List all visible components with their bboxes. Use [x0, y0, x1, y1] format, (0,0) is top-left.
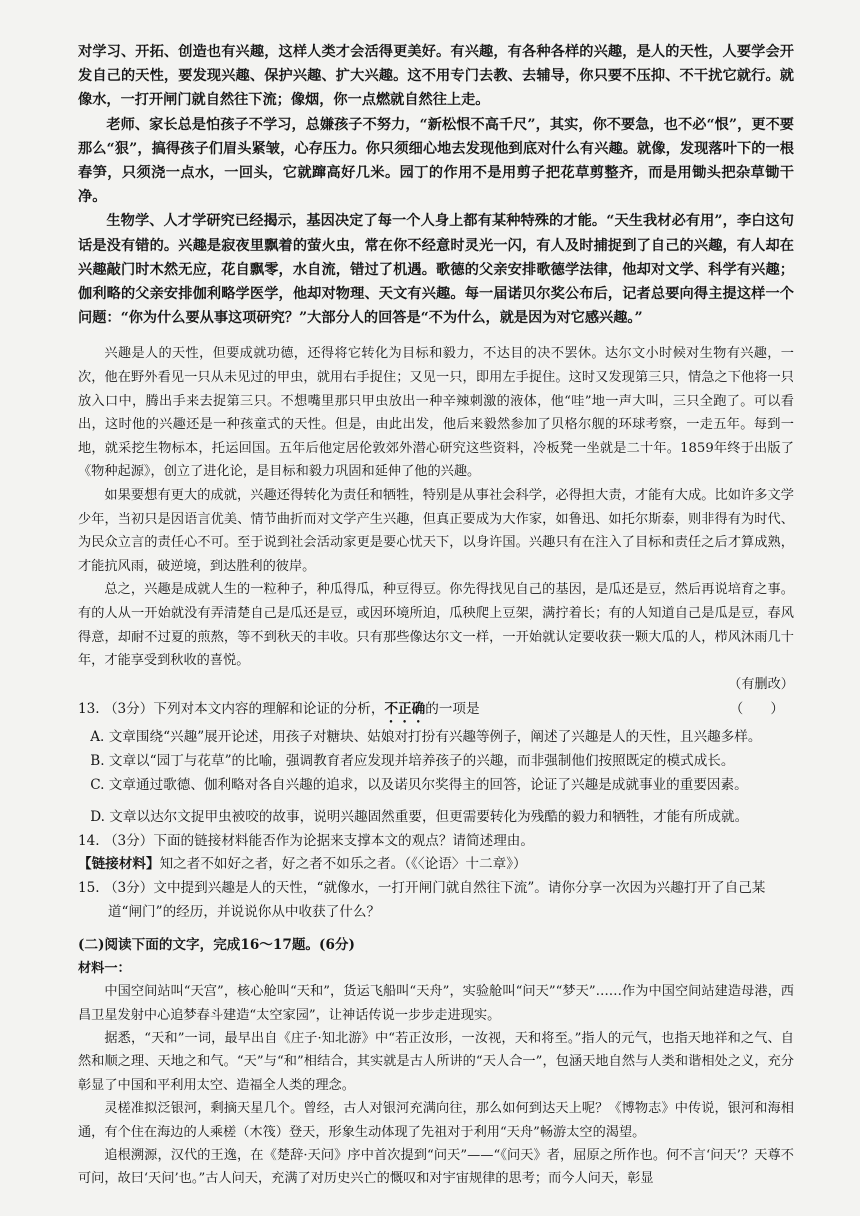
link-material — [78, 853, 794, 877]
question-13-stem-end: 的一项是 — [425, 701, 480, 718]
paragraph: 灵槎准拟泛银河，剩摘天星几个。曾经，古人对银河充满向往，那么如何到达天上呢？《博物志》中传说，银河和海相通，有个住在海边的人乘槎（木筏）登天，形象生动体现了先祖对于利用“天舟”畅游太空的渴望。 — [78, 1101, 794, 1140]
option-d: D. 文章以达尔文捉甲虫被咬的故事，说明兴趣固然重要，但更需要转化为残酷的毅力和牺牲，才能有所成就。 — [90, 808, 749, 825]
option-b: B. 文章以“园丁与花草”的比喻，强调教育者应发现并培养孩子的兴趣，而非强制他们按照既定的模式成长。 — [90, 753, 735, 770]
paragraph: 总之，兴趣是成就人生的一粒种子，种瓜得瓜，种豆得豆。你先得找见自己的基因，是瓜还是豆，然后再说培育之事。有的人从一开始就没有弄清楚自己是瓜还是豆，或因环境所迫，瓜秧爬上豆架，满拧着长；有的人知道自己是瓜是豆，春风得意，却耐不过夏的煎熬，等不到秋天的丰收。只有那些像达尔文一样，一开始就认定要收获一颗大瓜的人，栉风沐雨几十年，才能享受到秋收的喜悦。 — [78, 582, 794, 669]
material-label: 材料一： — [78, 960, 131, 976]
question-13 — [78, 698, 794, 726]
link-material-label: 【链接材料】 — [78, 856, 160, 873]
essay-part-one — [78, 40, 794, 330]
answer-paren: （ ） — [729, 701, 784, 718]
paragraph: 中国空间站叫“天宫”，核心舱叫“天和”，货运飞船叫“天舟”，实验舱叫“问天”“梦天”……作为中国空间站建造母港，西昌卫星发射中心追梦春斗建造“太空家园”，让神话传说一步步走进现实。 — [78, 984, 794, 1023]
option-c: C. 文章通过歌德、伽利略对各自兴趣的追求，以及诺贝尔奖得主的回答，论证了兴趣是成就事业的重要因素。 — [90, 776, 748, 793]
paragraph: 据悉，“天和”一词，最早出自《庄子·知北游》中“若正汝形，一汝视，天和将至。”指人的元气，也指天地祥和之气、自然和顺之理、天地之和气。“天”与“和”相结合，其实就是古人所讲的“天人合一”，包涵天地自然与人类和谐相处之义，充分彰显了中国和平利用太空、造福全人类的理念。 — [78, 1030, 794, 1093]
section-heading: (二)阅读下面的文字，完成16～17题。(6分) — [78, 936, 355, 953]
paragraph: 兴趣是人的天性，但要成就功德，还得将它转化为目标和毅力，不达目的决不罢休。达尔文小时候对生物有兴趣，一次，他在野外看见一只从未见过的甲虫，就用右手捉住；又见一只，即用左手捉住。这时又发现第三只，情急之下他将一只放入口中，腾出手来去捉第三只。不想嘴里那只甲虫放出一种辛辣刺激的液体，他“哇”地一声大叫，三只全跑了。可以看出，这时他的兴趣还是一种孩童式的天性。但是，由此出发，他后来毅然参加了贝格尔舰的环球考察，一走五年。每到一地，就采挖生物标本，托运回国。五年后他定居伦敦郊外潜心研究这些资料，冷板凳一坐就是二十年。1859年终于出版了《物种起源》，创立了进化论，是目标和毅力巩固和延伸了他的兴趣。 — [78, 346, 794, 480]
essay-part-two — [78, 342, 794, 696]
question-13-stem: 13. （3分）下列对本文内容的理解和论证的分析， — [78, 701, 385, 718]
paragraph: 对学习、开拓、创造也有兴趣，这样人类才会活得更美好。有兴趣，有各种各样的兴趣，是人的天性，人要学会开发自己的天性，要发现兴趣、保护兴趣、扩大兴趣。这不用专门去教、去辅导，你只要不压抑、不干扰它就行。就像水，一打开闸门就自然往下流；像烟，你一点燃就自然往上走。 — [78, 44, 794, 109]
question-13-emphasis: 不正确 — [384, 701, 426, 718]
reading-material — [78, 957, 794, 1191]
questions — [78, 698, 794, 924]
paragraph: 老师、家长总是怕孩子不学习，总嫌孩子不努力，“新松恨不高千尺”，其实，你不要急，也不必“恨”，更不要那么“狠”，搞得孩子们眉头紧皱，心存压力。你只须细心地去发现他到底对什么有兴趣。就像，发现落叶下的一根春笋，只须浇一点水，一回头，它就蹿高好几米。园丁的作用不是用剪子把花草剪整齐，而是用锄头把杂草锄干净。 — [78, 116, 794, 206]
source-note: （有删改） — [728, 676, 794, 692]
paragraph: 生物学、人才学研究已经揭示，基因决定了每一个人身上都有某种特殊的才能。“天生我材必有用”，李白这句话是没有错的。兴趣是寂夜里飘着的萤火虫，常在你不经意时灵光一闪，有人及时捕捉到了自己的兴趣，有人却在兴趣敲门时木然无应，花自飘零，水自流，错过了机遇。歌德的父亲安排歌德学法律，他却对文学、科学有兴趣；伽利略的父亲安排伽利略学医学，他却对物理、天文有兴趣。每一届诺贝尔奖公布后，记者总要向得主提这样一个问题：“你为什么要从事这项研究？”大部分人的回答是“不为什么，就是因为对它感兴趣。” — [78, 213, 794, 327]
paragraph: 追根溯源，汉代的王逸，在《楚辞·天问》序中首次提到“问天”——“《问天》者，屈原之所作也。何不言‘问天’？天尊不可问，故曰‘天问’也。”古人问天，充满了对历史兴亡的慨叹和对宇宙规律的思考；而今人问天，彰显 — [78, 1147, 794, 1187]
question-15: 15. （3分）文中提到兴趣是人的天性，“就像水，一打开闸门就自然往下流”。请你分享一次因为兴趣打开了自己某道“闸门”的经历，并说说你从中收获了什么？ — [78, 880, 766, 920]
option-a: A. 文章围绕“兴趣”展开论述，用孩子对糖块、姑娘对打扮有兴趣等例子，阐述了兴趣是人的天性，且兴趣多样。 — [90, 729, 762, 746]
link-material-text: 知之者不如好之者，好之者不如乐之者。（《〈论语〉十二章》） — [159, 856, 527, 873]
paragraph: 如果要想有更大的成就，兴趣还得转化为责任和牺牲，特别是从事社会科学，必得担大责，才能有大成。比如许多文学少年，当初只是因语言优美、情节曲折而对文学产生兴趣，但真正要成为大作家，如鲁迅、如托尔斯泰，则非得有为时代、为民众立言的责任心不可。至于说到社会活动家更是要心忧天下，以身许国。兴趣只有在注入了目标和责任之后才算成熟，才能抗风雨，破逆境，到达胜利的彼岸。 — [78, 488, 794, 574]
question-14: 14. （3分）下面的链接材料能否作为论据来支撑本文的观点？请简述理由。 — [78, 832, 534, 849]
